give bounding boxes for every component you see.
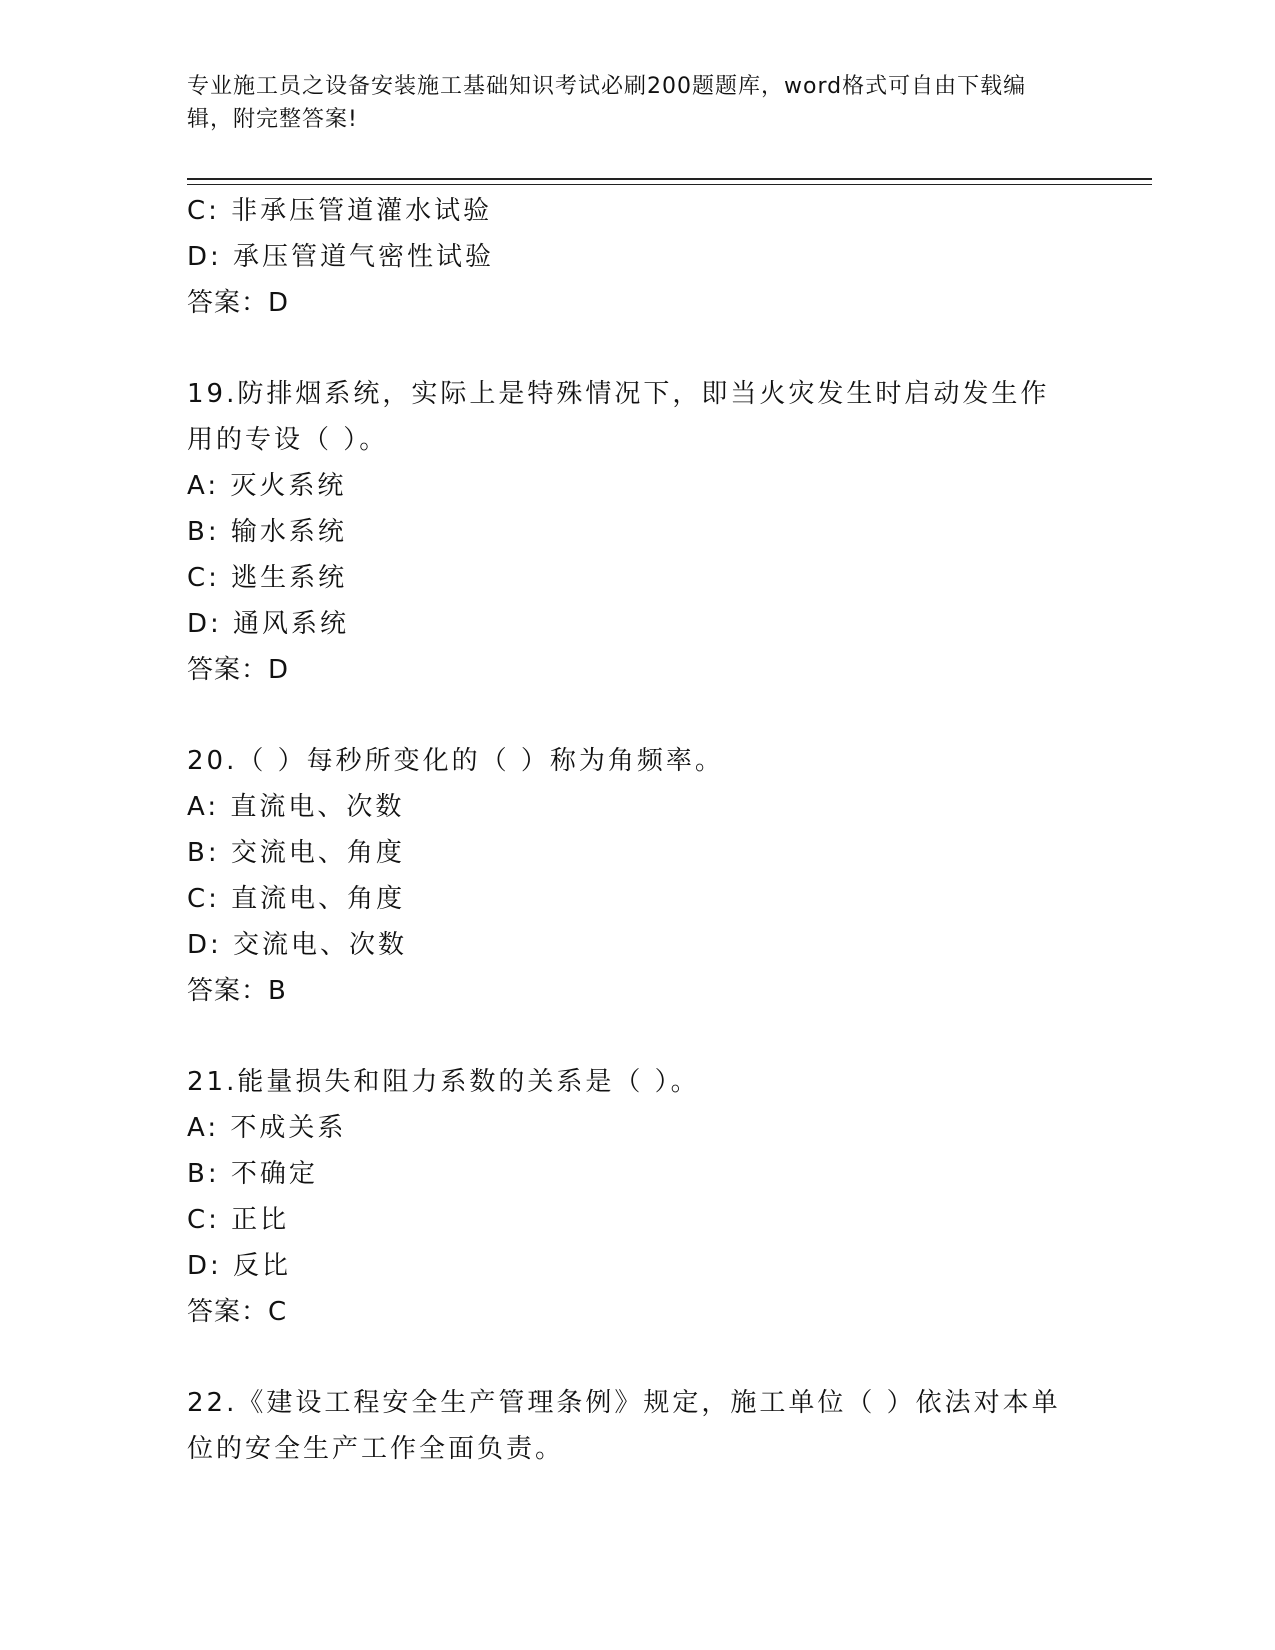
answer: 答案：D — [187, 288, 290, 318]
option-b: B: 输水系统 — [187, 517, 347, 547]
answer: 答案：D — [187, 655, 290, 685]
answer: 答案：C — [187, 1297, 288, 1327]
question-stem: 20.（ ）每秒所变化的（ ）称为角频率。 — [187, 746, 724, 776]
option-d: D: 通风系统 — [187, 609, 350, 639]
option-a: A: 不成关系 — [187, 1113, 347, 1143]
option-c: C: 直流电、角度 — [187, 884, 406, 914]
option-b: B: 交流电、角度 — [187, 838, 405, 868]
document-header: 专业施工员之设备安装施工基础知识考试必刷200题题库，word格式可自由下载编辑，附完整答案! — [187, 74, 1027, 132]
question-stem: 19.防排烟系统，实际上是特殊情况下，即当火灾发生时启动发生作用的专设（ ）。 — [187, 379, 1050, 455]
option-a: A: 灭火系统 — [187, 471, 347, 501]
question-content — [187, 188, 1087, 1472]
option-c: C: 逃生系统 — [187, 563, 348, 593]
header-rule-thin — [187, 184, 1152, 185]
option-d: D: 反比 — [187, 1251, 292, 1281]
answer: 答案：B — [187, 976, 287, 1006]
option-d: D: 交流电、次数 — [187, 930, 408, 960]
question-20 — [187, 738, 1087, 1014]
option-b: B: 不确定 — [187, 1159, 318, 1189]
header-rule-thick — [187, 178, 1152, 180]
question-22 — [187, 1380, 1087, 1472]
question-stem: 22.《建设工程安全生产管理条例》规定，施工单位（ ）依法对本单位的安全生产工作全面负责。 — [187, 1388, 1061, 1464]
option-d: D: 承压管道气密性试验 — [187, 242, 495, 272]
option-c: C: 正比 — [187, 1205, 290, 1235]
question-19 — [187, 371, 1087, 693]
question-21 — [187, 1059, 1087, 1335]
option-c: C: 非承压管道灌水试验 — [187, 196, 493, 226]
question-stem: 21.能量损失和阻力系数的关系是（ ）。 — [187, 1067, 700, 1097]
question-18-tail — [187, 188, 1087, 326]
option-a: A: 直流电、次数 — [187, 792, 405, 822]
